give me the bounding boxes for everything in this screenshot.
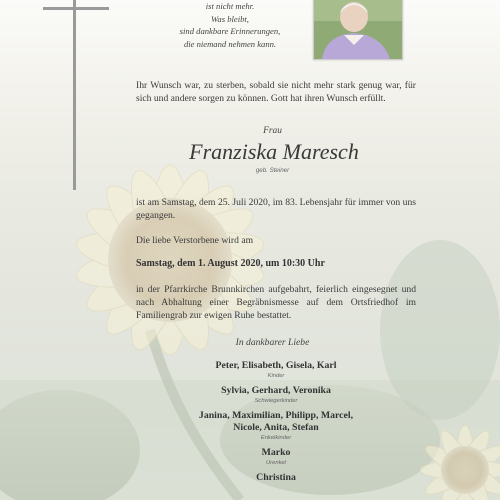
funeral-ceremony: in der Pfarrkirche Brunnkirchen aufgebahrt, feierlich eingesegnet und nach Abhaltung einer Begräbnismesse auf dem Ortsfriedhof im Familiengrab zur ewigen Ruhe bestattet. [136,284,416,321]
mourner-names: Nicole, Anita, Stefan [233,422,319,433]
title-frau: Frau [263,126,282,136]
poem-line: Was bleibt, [211,13,249,24]
deceased-name: Franziska Maresch [189,139,359,164]
intro-text: Ihr Wunsch war, zu sterben, sobald sie nicht mehr stark genug war, für sich und andere sorgen zu können. Gott hat ihren Wunsch erfüllt. [136,80,416,104]
mourner-relation: Kinder [267,373,285,379]
mourner-group-other [0,472,500,484]
poem-line: ist nicht mehr. [205,1,255,11]
mourner-names: Peter, Elisabeth, Gisela, Karl [215,360,337,371]
birth-name: geb. Steiner [255,167,290,174]
poem-line: sind dankbare Erinnerungen, [179,26,281,36]
mourner-relation: Enkelkinder [260,435,292,441]
portrait-photo [313,0,403,60]
mourner-group-great-grandchildren [0,447,500,467]
mourner-names: Janina, Maximilian, Philipp, Marcel, [198,410,354,421]
mourner-names: Sylvia, Gerhard, Veronika [221,385,331,396]
mourner-names: Marko [261,447,291,458]
mourners-list [0,360,500,489]
poem [130,0,330,50]
cross-icon-horizontal [43,7,109,10]
funeral-date: Samstag, dem 1. August 2020, um 10:30 Uhr [136,258,325,269]
mourner-group-children [0,360,500,380]
mourner-group-grandchildren [0,410,500,442]
mourner-relation: Schwiegerkinder [254,398,298,404]
mourner-relation: Urenkel [266,460,286,466]
poem-line: die niemand nehmen kann. [183,38,277,49]
funeral-announcement: Die liebe Verstorbene wird am [136,235,254,246]
thanks-heading: In dankbarer Liebe [235,337,310,348]
death-notice: ist am Samstag, dem 25. Juli 2020, im 83. Lebensjahr für immer von uns gegangen. [136,197,416,221]
mourner-group-children-in-law [0,385,500,405]
mourner-names: Christina [256,472,296,483]
